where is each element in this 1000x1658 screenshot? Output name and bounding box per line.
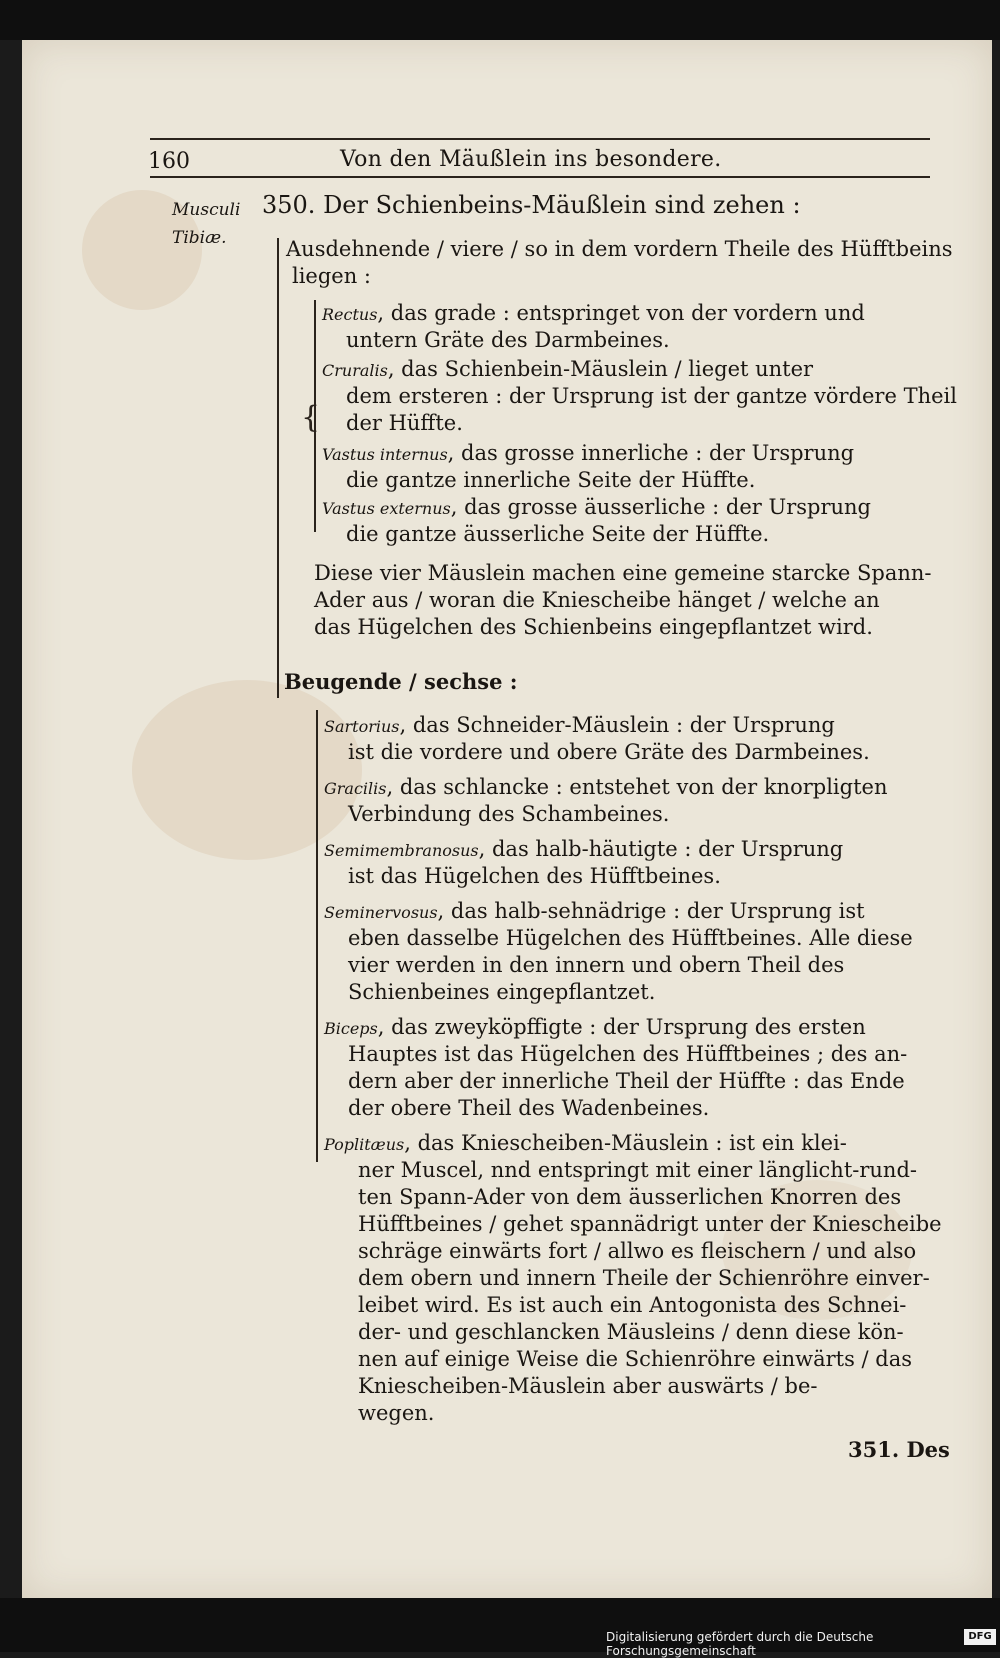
muscle-entry-semimembranosus xyxy=(324,836,843,864)
flexor-bracket-line xyxy=(316,710,318,1162)
muscle-entry-gracilis xyxy=(324,774,887,802)
muscle-text-line: Hauptes ist das Hügelchen des Hüfftbeines ; des an- xyxy=(348,1042,908,1066)
muscle-entry-popliteus xyxy=(324,1130,847,1158)
muscle-name: Seminervosus xyxy=(324,903,438,922)
scan-top-border xyxy=(0,0,1000,40)
muscle-text-line: dem obern und innern Theile der Schienröhre einver- xyxy=(358,1266,930,1290)
muscle-entry-sartorius xyxy=(324,712,835,740)
muscle-name: Biceps xyxy=(324,1019,378,1038)
muscle-entry-biceps xyxy=(324,1014,866,1042)
muscle-text: , das Kniescheiben-Mäuslein : ist ein klei- xyxy=(404,1131,847,1155)
muscle-text-line: Hüfftbeines / gehet spannädrigt unter der Kniescheibe xyxy=(358,1212,942,1236)
muscle-text-line: Verbindung des Schambeines. xyxy=(348,802,670,826)
muscle-text-line: untern Gräte des Darmbeines. xyxy=(346,328,670,352)
muscle-text-line: ner Muscel, nnd entspringt mit einer länglicht-rund- xyxy=(358,1158,917,1182)
section-heading: 350. Der Schienbeins-Mäußlein sind zehen : xyxy=(262,191,801,219)
extensor-intro-line: liegen : xyxy=(292,264,372,288)
muscle-name: Vastus externus xyxy=(322,499,451,518)
muscle-name: Sartorius xyxy=(324,717,400,736)
margin-note: Musculi Tibiæ. xyxy=(172,200,241,248)
muscle-text-line: nen auf einige Weise die Schienröhre einwärts / das xyxy=(358,1347,913,1371)
running-title: Von den Mäußlein ins besondere. xyxy=(340,147,722,172)
muscle-text-line: wegen. xyxy=(358,1401,435,1425)
dfg-logo: DFG xyxy=(964,1629,996,1645)
muscle-text-line: die gantze äusserliche Seite der Hüffte. xyxy=(346,522,770,546)
muscle-text: , das Schneider-Mäuslein : der Ursprung xyxy=(399,713,835,737)
muscle-text-line: schräge einwärts fort / allwo es fleischern / und also xyxy=(358,1239,917,1263)
muscle-name: Poplitæus xyxy=(324,1135,405,1154)
muscle-text-line: Schienbeines eingepflantzet. xyxy=(348,980,656,1004)
muscle-text: , das halb-sehnädrige : der Ursprung ist xyxy=(437,899,865,923)
muscle-text-line: der Hüffte. xyxy=(346,411,463,435)
summary-line: Ader aus / woran die Kniescheibe hänget / welche an xyxy=(314,588,880,612)
muscle-text-line: ist das Hügelchen des Hüfftbeines. xyxy=(348,864,721,888)
muscle-text: , das grosse äusserliche : der Ursprung xyxy=(450,495,871,519)
muscle-name: Vastus internus xyxy=(322,445,448,464)
summary-line: das Hügelchen des Schienbeins eingepflantzet wird. xyxy=(314,615,873,639)
paper-stain xyxy=(132,680,362,860)
muscle-text: , das grade : entspringet von der vordern und xyxy=(377,301,865,325)
muscle-name: Gracilis xyxy=(324,779,387,798)
muscle-text-line: die gantze innerliche Seite der Hüffte. xyxy=(346,468,756,492)
muscle-text-line: dem ersteren : der Ursprung ist der gantze vördere Theil xyxy=(346,384,957,408)
extensor-intro-line: Ausdehnende / viere / so in dem vordern Theile des Hüfftbeins xyxy=(286,237,953,261)
muscle-text-line: vier werden in den innern und obern Theil des xyxy=(348,953,845,977)
muscle-name: Semimembranosus xyxy=(324,841,479,860)
outer-bracket-line xyxy=(277,238,279,698)
muscle-text-line: leibet wird. Es ist auch ein Antogonista des Schnei- xyxy=(358,1293,907,1317)
muscle-text-line: der- und geschlancken Mäusleins / denn diese kön- xyxy=(358,1320,904,1344)
muscle-text-line: ten Spann-Ader von dem äusserlichen Knorren des xyxy=(358,1185,902,1209)
flexor-intro: Beugende / sechse : xyxy=(284,669,518,694)
muscle-entry-vastus-externus xyxy=(322,494,871,522)
muscle-text-line: dern aber der innerliche Theil der Hüffte : das Ende xyxy=(348,1069,905,1093)
muscle-entry-rectus xyxy=(322,300,865,328)
muscle-text: , das schlancke : entstehet von der knorpligten xyxy=(386,775,888,799)
header-rule xyxy=(150,176,930,178)
brace-glyph: { xyxy=(301,400,321,435)
muscle-text-line: der obere Theil des Wadenbeines. xyxy=(348,1096,710,1120)
muscle-text-line: ist die vordere und obere Gräte des Darmbeines. xyxy=(348,740,870,764)
muscle-text: , das grosse innerliche : der Ursprung xyxy=(447,441,855,465)
muscle-text: , das halb-häutigte : der Ursprung xyxy=(478,837,844,861)
catchword: 351. Des xyxy=(848,1437,950,1462)
muscle-entry-seminervosus xyxy=(324,898,865,926)
footer-credit: Digitalisierung gefördert durch die Deutsche Forschungsgemeinschaft xyxy=(606,1630,874,1658)
muscle-text-line: eben dasselbe Hügelchen des Hüfftbeines. Alle diese xyxy=(348,926,913,950)
summary-line: Diese vier Mäuslein machen eine gemeine starcke Spann- xyxy=(314,561,932,585)
header-rule xyxy=(150,138,930,140)
muscle-entry-cruralis xyxy=(322,356,813,384)
page-number: 160 xyxy=(148,149,190,174)
muscle-text: , das Schienbein-Mäuslein / lieget unter xyxy=(387,357,814,381)
muscle-text: , das zweyköpffigte : der Ursprung des ersten xyxy=(377,1015,866,1039)
muscle-name: Cruralis xyxy=(322,361,388,380)
muscle-name: Rectus xyxy=(322,305,378,324)
muscle-text-line: Kniescheiben-Mäuslein aber auswärts / be- xyxy=(358,1374,818,1398)
muscle-entry-vastus-internus xyxy=(322,440,854,468)
